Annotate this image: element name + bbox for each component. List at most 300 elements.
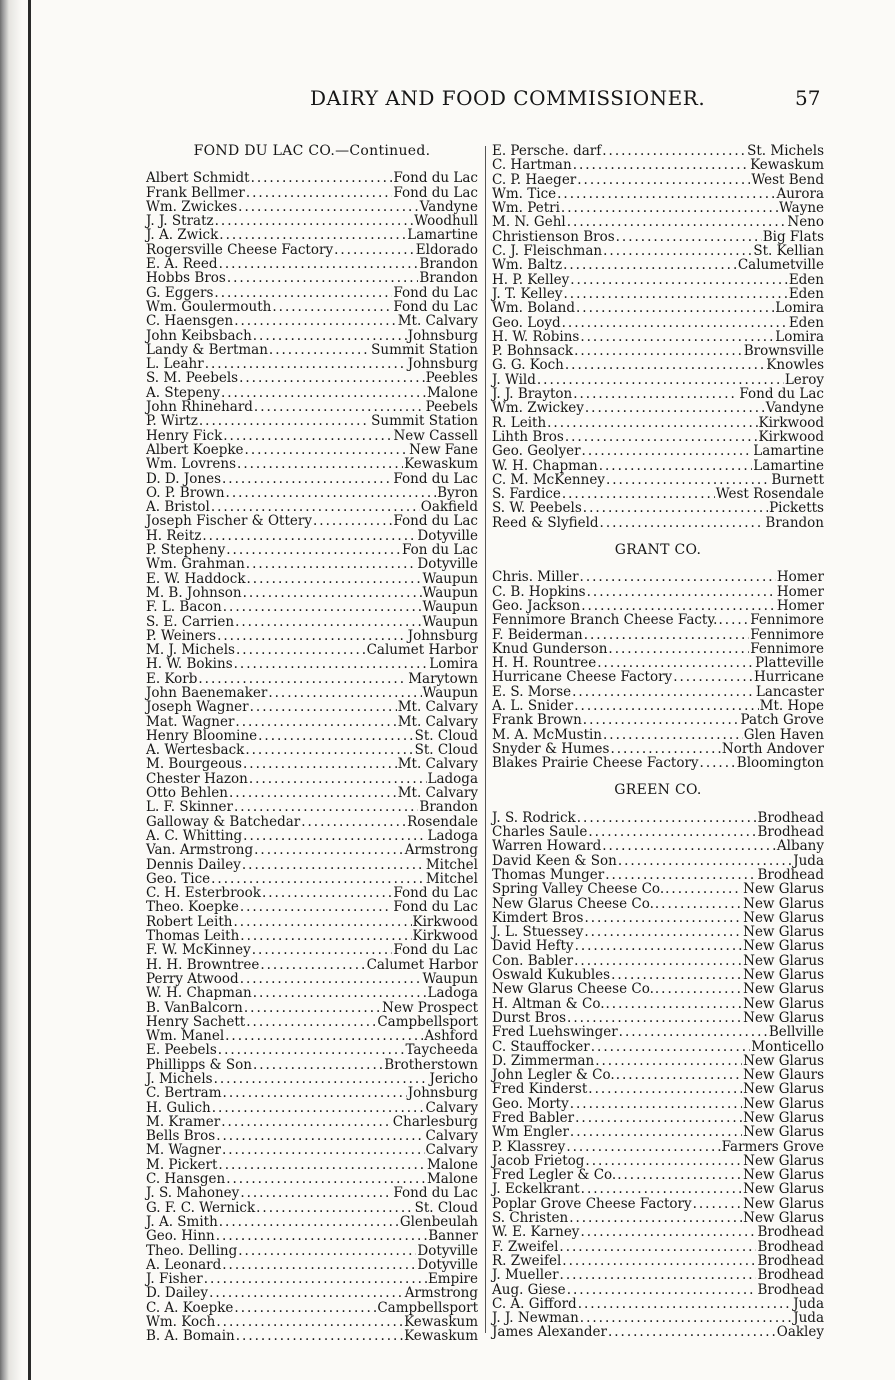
entry-place: New Glarus xyxy=(743,1124,824,1141)
dot-leader xyxy=(611,968,742,982)
dot-leader xyxy=(608,642,749,656)
entry-name: M. N. Gehl xyxy=(492,214,566,231)
entry-place: Fond du Lac xyxy=(393,170,478,187)
entry-place: Mt. Calvary xyxy=(397,713,478,730)
dot-leader xyxy=(256,1201,413,1215)
entry-place: New Glarus xyxy=(743,895,824,912)
entry-name: Fred Babler xyxy=(492,1110,575,1126)
list-item xyxy=(146,1129,478,1143)
entry-place: West Bend xyxy=(751,171,824,188)
entry-name: S. M. Peebels xyxy=(146,370,239,387)
entry-place: Fon du Lac xyxy=(402,542,478,559)
entry-name: H. Altman & Co. xyxy=(492,995,605,1012)
entry-name: Fred Luehswinger xyxy=(492,1024,618,1041)
dot-leader xyxy=(243,757,397,771)
entry-place: Fond du Lac xyxy=(393,184,478,201)
dot-leader xyxy=(227,271,419,285)
dot-leader xyxy=(234,657,429,671)
entry-name: Spring Valley Cheese Co. xyxy=(492,881,665,898)
dot-leader xyxy=(238,200,419,214)
entry-place: Byron xyxy=(437,484,478,501)
dot-leader xyxy=(606,473,770,487)
entry-place: New Glarus xyxy=(743,967,824,984)
entry-place: Mt. Calvary xyxy=(397,785,478,802)
list-item xyxy=(492,756,824,770)
dot-leader xyxy=(218,1043,405,1057)
list-item xyxy=(146,872,478,886)
entry-place: Platteville xyxy=(755,655,824,672)
entry-place: North Andover xyxy=(721,740,824,757)
entry-name: M. Pickert xyxy=(146,1156,218,1173)
entry-place: Mt. Calvary xyxy=(397,699,478,716)
list-item xyxy=(492,1254,824,1268)
entry-name: Frank Bellmer xyxy=(146,184,245,201)
entry-place: Fond du Lac xyxy=(393,885,478,902)
entry-name: Otto Behlen xyxy=(146,785,228,802)
list-item xyxy=(492,911,824,925)
entry-name: Wm Engler xyxy=(492,1124,569,1141)
entry-name: Dennis Dailey xyxy=(146,856,241,873)
entry-name: M. B. Johnson xyxy=(146,584,242,601)
entry-name: Wm. Goulermouth xyxy=(146,298,272,315)
entry-name: J. L. Stuessey xyxy=(492,924,584,941)
entry-name: C. Hartman xyxy=(492,157,572,174)
entry-place: Taycheeda xyxy=(405,1042,478,1059)
list-item xyxy=(146,472,478,486)
list-item xyxy=(146,615,478,629)
list-item xyxy=(492,287,824,301)
list-item xyxy=(492,839,824,853)
list-item xyxy=(492,1297,824,1311)
entry-place: Kirkwood xyxy=(412,928,478,945)
entry-name: J. Eckelkrant xyxy=(492,1181,580,1198)
entry-place: Picketts xyxy=(769,500,824,517)
entry-place: Vandyne xyxy=(765,400,824,417)
entry-name: J. S. Mahoney xyxy=(146,1185,240,1202)
entry-name: Wm. Manel xyxy=(146,1028,225,1045)
dot-leader xyxy=(252,943,393,957)
dot-leader xyxy=(583,501,768,515)
entry-name: Durst Bros xyxy=(492,1009,567,1026)
list-item xyxy=(492,401,824,415)
dot-leader xyxy=(582,444,753,458)
entry-name: Wm. Zwickey xyxy=(492,400,584,417)
entry-place: Juda xyxy=(793,1295,824,1312)
entry-place: St. Kellian xyxy=(753,243,824,260)
entry-place: Leroy xyxy=(784,371,824,388)
list-item xyxy=(146,543,478,557)
entry-place: Fond du Lac xyxy=(393,298,478,315)
dot-leader xyxy=(202,529,416,543)
entry-place: Waupun xyxy=(422,684,478,701)
dot-leader xyxy=(618,854,792,868)
entry-list-fond-du-lac-continued xyxy=(492,144,824,530)
entry-place: Lamartine xyxy=(753,457,824,474)
entry-name: Geo. Loyd xyxy=(492,314,561,331)
entry-place: Empire xyxy=(427,1271,478,1288)
entry-place: Brandon xyxy=(419,270,478,287)
entry-place: Brodhead xyxy=(757,824,824,841)
list-item xyxy=(492,1225,824,1239)
entry-place: Johnsburg xyxy=(407,356,478,373)
entry-name: F. W. McKinney xyxy=(146,942,251,959)
entry-place: Vandyne xyxy=(419,198,478,215)
dot-leader xyxy=(229,786,397,800)
list-item xyxy=(146,958,478,972)
entry-name: Geo. Geolyer xyxy=(492,443,581,460)
dot-leader xyxy=(249,772,427,786)
dot-leader xyxy=(222,472,392,486)
entry-place: Waupun xyxy=(422,970,478,987)
entry-name: Wm. Tice xyxy=(492,185,557,202)
entry-list-grant xyxy=(492,570,824,770)
list-item xyxy=(492,1068,824,1082)
list-item xyxy=(146,214,478,228)
entry-name: Hurricane Cheese Factory xyxy=(492,669,673,686)
dot-leader xyxy=(240,1186,392,1200)
list-item xyxy=(492,897,824,911)
entry-place: Monticello xyxy=(751,1038,824,1055)
entry-name: H. Reitz xyxy=(146,527,202,544)
entry-place: Ladoga xyxy=(427,827,478,844)
entry-place: Brandon xyxy=(419,256,478,273)
entry-name: P. Stepheny xyxy=(146,542,226,559)
entry-place: Ladoga xyxy=(427,770,478,787)
list-item xyxy=(146,1172,478,1186)
list-item xyxy=(492,685,824,699)
dot-leader xyxy=(570,1097,742,1111)
dot-leader xyxy=(301,815,406,829)
dot-leader xyxy=(237,457,403,471)
entry-place: Armstrong xyxy=(404,1285,478,1302)
dot-leader xyxy=(243,586,422,600)
dot-leader xyxy=(617,1168,742,1182)
dot-leader xyxy=(216,1229,427,1243)
entry-name: Geo. Jackson xyxy=(492,597,581,614)
entry-place: Aurora xyxy=(776,185,824,202)
dot-leader xyxy=(198,672,407,686)
entry-name: John Legler & Co. xyxy=(492,1067,615,1084)
entry-name: C. H. Esterbrook xyxy=(146,885,261,902)
entry-place: St. Cloud xyxy=(414,742,478,759)
entry-name: S. W. Peebels xyxy=(492,500,582,517)
entry-place: Calvary xyxy=(425,1142,478,1159)
entry-name: J. T. Kelley xyxy=(492,285,563,302)
entry-place: Fond du Lac xyxy=(393,899,478,916)
list-item xyxy=(146,600,478,614)
entry-name: Joseph Wagner xyxy=(146,699,249,716)
entry-name: Fennimore Branch Cheese Facty. xyxy=(492,612,718,629)
entry-place: New Glarus xyxy=(743,1110,824,1126)
entry-place: Campbellsport xyxy=(377,1013,478,1030)
list-item xyxy=(492,487,824,501)
dot-leader xyxy=(221,386,426,400)
entry-place: Armstrong xyxy=(404,842,478,859)
dot-leader xyxy=(569,1211,742,1225)
dot-leader xyxy=(240,900,393,914)
list-item xyxy=(492,444,824,458)
list-item xyxy=(146,1086,478,1100)
dot-leader xyxy=(693,1197,743,1211)
list-item xyxy=(146,414,478,428)
dot-leader xyxy=(247,572,422,586)
list-item xyxy=(146,371,478,385)
list-item xyxy=(146,314,478,328)
list-item xyxy=(492,201,824,215)
entry-place: Juda xyxy=(793,852,824,869)
entry-place: Fond du Lac xyxy=(393,284,478,301)
entry-name: Fred Kinderst xyxy=(492,1081,588,1098)
entry-name: O. P. Brown xyxy=(146,484,225,501)
entry-name: Hobbs Bros xyxy=(146,270,226,287)
list-item xyxy=(146,500,478,514)
entry-name: Albert Koepke xyxy=(146,441,244,458)
list-item xyxy=(492,982,824,996)
entry-place: Homer xyxy=(776,583,824,600)
entry-name: A. Stepeny xyxy=(146,384,220,401)
entry-place: Glen Haven xyxy=(743,726,824,743)
entry-name: D. Dailey xyxy=(146,1285,209,1302)
list-item xyxy=(146,557,478,571)
entry-name: A. Leonard xyxy=(146,1256,222,1273)
dot-leader xyxy=(600,516,765,530)
list-item xyxy=(146,800,478,814)
entry-name: E. Persche. darf xyxy=(492,143,602,159)
dot-leader xyxy=(245,443,409,457)
dot-leader xyxy=(243,829,426,843)
entry-place: Mt. Calvary xyxy=(397,756,478,773)
list-item xyxy=(146,915,478,929)
dot-leader xyxy=(610,742,720,756)
entry-place: New Glarus xyxy=(743,881,824,898)
dot-leader xyxy=(567,1011,742,1025)
entry-place: New Prospect xyxy=(382,999,478,1016)
entry-place: Fond du Lac xyxy=(393,1185,478,1202)
entry-name: Thomas Leith xyxy=(146,928,240,945)
dot-leader xyxy=(219,228,406,242)
list-item xyxy=(146,829,478,843)
entry-name: A. L. Snider xyxy=(492,697,574,714)
entry-place: New Glarus xyxy=(743,1052,824,1069)
entry-place: Fond du Lac xyxy=(393,942,478,959)
entry-place: Lomira xyxy=(429,656,478,673)
list-item xyxy=(146,186,478,200)
dot-leader xyxy=(585,1154,742,1168)
dot-leader xyxy=(246,1015,376,1029)
entry-name: Albert Schmidt xyxy=(146,170,250,187)
dot-leader xyxy=(205,357,407,371)
dot-leader xyxy=(570,273,788,287)
entry-place: New Glarus xyxy=(743,924,824,941)
list-item xyxy=(492,811,824,825)
list-item xyxy=(492,585,824,599)
list-item xyxy=(492,1268,824,1282)
entry-list-green xyxy=(492,811,824,1340)
entry-name: J. S. Rodrick xyxy=(492,809,576,826)
dot-leader xyxy=(577,173,750,187)
dot-leader xyxy=(226,1172,426,1186)
entry-place: New Glaurs xyxy=(743,1067,824,1084)
dot-leader xyxy=(595,1054,742,1068)
entry-name: Joseph Fischer & Ottery xyxy=(146,513,312,530)
list-item xyxy=(146,657,478,671)
list-item xyxy=(146,486,478,500)
dot-leader xyxy=(565,430,758,444)
entry-name: E. Peebels xyxy=(146,1042,217,1059)
entry-place: St. Cloud xyxy=(414,1199,478,1216)
dot-leader xyxy=(573,387,738,401)
entry-place: New Glarus xyxy=(743,1095,824,1112)
list-item xyxy=(492,1211,824,1225)
list-item xyxy=(492,330,824,344)
list-item xyxy=(492,1040,824,1054)
list-item xyxy=(492,215,824,229)
entry-place: New Glarus xyxy=(743,909,824,926)
list-item xyxy=(492,387,824,401)
entry-name: F. L. Bacon xyxy=(146,599,222,616)
entry-place: Waupun xyxy=(422,584,478,601)
list-item xyxy=(146,457,478,471)
entry-name: Bells Bros xyxy=(146,1128,216,1145)
entry-name: E. W. Haddock xyxy=(146,570,246,587)
list-item xyxy=(492,344,824,358)
entry-place: Homer xyxy=(776,569,824,586)
dot-leader xyxy=(253,1058,383,1072)
list-item xyxy=(146,429,478,443)
entry-name: M. Wagner xyxy=(146,1142,221,1159)
entry-place: Calvary xyxy=(425,1128,478,1145)
list-item xyxy=(146,286,478,300)
list-item xyxy=(146,1201,478,1215)
list-item xyxy=(492,742,824,756)
list-item xyxy=(146,686,478,700)
entry-name: C. Stauffocker xyxy=(492,1038,590,1055)
list-item xyxy=(492,1097,824,1111)
entry-name: Henry Bloomine xyxy=(146,727,258,744)
list-item xyxy=(146,1258,478,1272)
list-item xyxy=(492,570,824,584)
dot-leader xyxy=(567,215,787,229)
dot-leader xyxy=(616,1068,742,1082)
list-item xyxy=(492,301,824,315)
entry-place: Dotyville xyxy=(417,556,478,573)
dot-leader xyxy=(673,670,753,684)
list-item xyxy=(146,343,478,357)
dot-leader xyxy=(233,915,411,929)
list-item xyxy=(492,501,824,515)
dot-leader xyxy=(602,839,776,853)
list-item xyxy=(146,1029,478,1043)
entry-place: Jericho xyxy=(429,1071,478,1087)
entry-name: P. Bohnsack xyxy=(492,343,574,360)
dot-leader xyxy=(665,882,742,896)
entry-place: Lamartine xyxy=(753,443,824,460)
list-item xyxy=(492,516,824,530)
entry-name: Reed & Slyfield xyxy=(492,514,599,531)
dot-leader xyxy=(561,201,778,215)
entry-name: E. Korb xyxy=(146,670,198,687)
entry-name: J. Michels xyxy=(146,1071,213,1087)
entry-name: Galloway & Batchedar xyxy=(146,813,301,830)
list-item xyxy=(492,373,824,387)
dot-leader xyxy=(574,954,742,968)
entry-place: Mitchel xyxy=(425,870,478,887)
list-item xyxy=(146,972,478,986)
list-item xyxy=(146,786,478,800)
entry-place: Malone xyxy=(426,384,478,401)
dot-leader xyxy=(562,487,715,501)
list-item xyxy=(492,316,824,330)
dot-leader xyxy=(583,713,740,727)
entry-place: Fond du Lac xyxy=(739,386,824,403)
dot-leader xyxy=(655,982,742,996)
entry-name: J. Fisher xyxy=(146,1271,203,1288)
entry-name: L. Leahr xyxy=(146,356,204,373)
list-item xyxy=(146,357,478,371)
entry-place: Malone xyxy=(426,1171,478,1188)
entry-name: Mat. Wagner xyxy=(146,713,235,730)
dot-leader xyxy=(718,613,749,627)
entry-name: Frank Brown xyxy=(492,712,582,729)
list-item xyxy=(492,1325,824,1339)
dot-leader xyxy=(269,343,370,357)
entry-name: Oswald Kukubles xyxy=(492,967,611,984)
dot-leader xyxy=(260,958,365,972)
entry-place: Wayne xyxy=(778,200,824,217)
entry-place: Bellville xyxy=(768,1024,824,1041)
dot-leader xyxy=(580,330,774,344)
entry-place: Neno xyxy=(787,214,824,231)
list-item xyxy=(146,772,478,786)
dot-leader xyxy=(216,1129,424,1143)
entry-name: Chris. Miller xyxy=(492,569,579,586)
list-item xyxy=(492,258,824,272)
list-item xyxy=(146,1015,478,1029)
entry-place: Kirkwood xyxy=(412,913,478,930)
dot-leader xyxy=(602,144,746,158)
list-item xyxy=(492,854,824,868)
entry-place: Fennimore xyxy=(750,612,824,629)
dot-leader xyxy=(578,1297,793,1311)
list-item xyxy=(492,1054,824,1068)
list-item xyxy=(492,713,824,727)
entry-name: J. A. Smith xyxy=(146,1213,218,1230)
list-item xyxy=(492,670,824,684)
list-item xyxy=(492,1283,824,1297)
list-item xyxy=(492,656,824,670)
list-item xyxy=(492,599,824,613)
entry-name: B. A. Bomain xyxy=(146,1328,235,1345)
entry-place: Fond du Lac xyxy=(393,470,478,487)
list-item xyxy=(146,1272,478,1286)
dot-leader xyxy=(584,628,750,642)
list-item xyxy=(146,629,478,643)
entry-place: Kirkwood xyxy=(758,414,824,431)
entry-name: Theo. Koepke xyxy=(146,899,239,916)
entry-place: Johnsburg xyxy=(407,327,478,344)
dot-leader xyxy=(574,344,743,358)
dot-leader xyxy=(581,1182,742,1196)
entry-name: M. A. McMustin xyxy=(492,726,603,743)
list-item xyxy=(146,529,478,543)
list-item xyxy=(492,1154,824,1168)
entry-name: Henry Sachett xyxy=(146,1013,246,1030)
entry-name: G. G. Koch xyxy=(492,357,564,374)
entry-place: Homer xyxy=(776,597,824,614)
list-item xyxy=(492,628,824,642)
dot-leader xyxy=(616,230,762,244)
entry-place: New Glarus xyxy=(743,1181,824,1198)
